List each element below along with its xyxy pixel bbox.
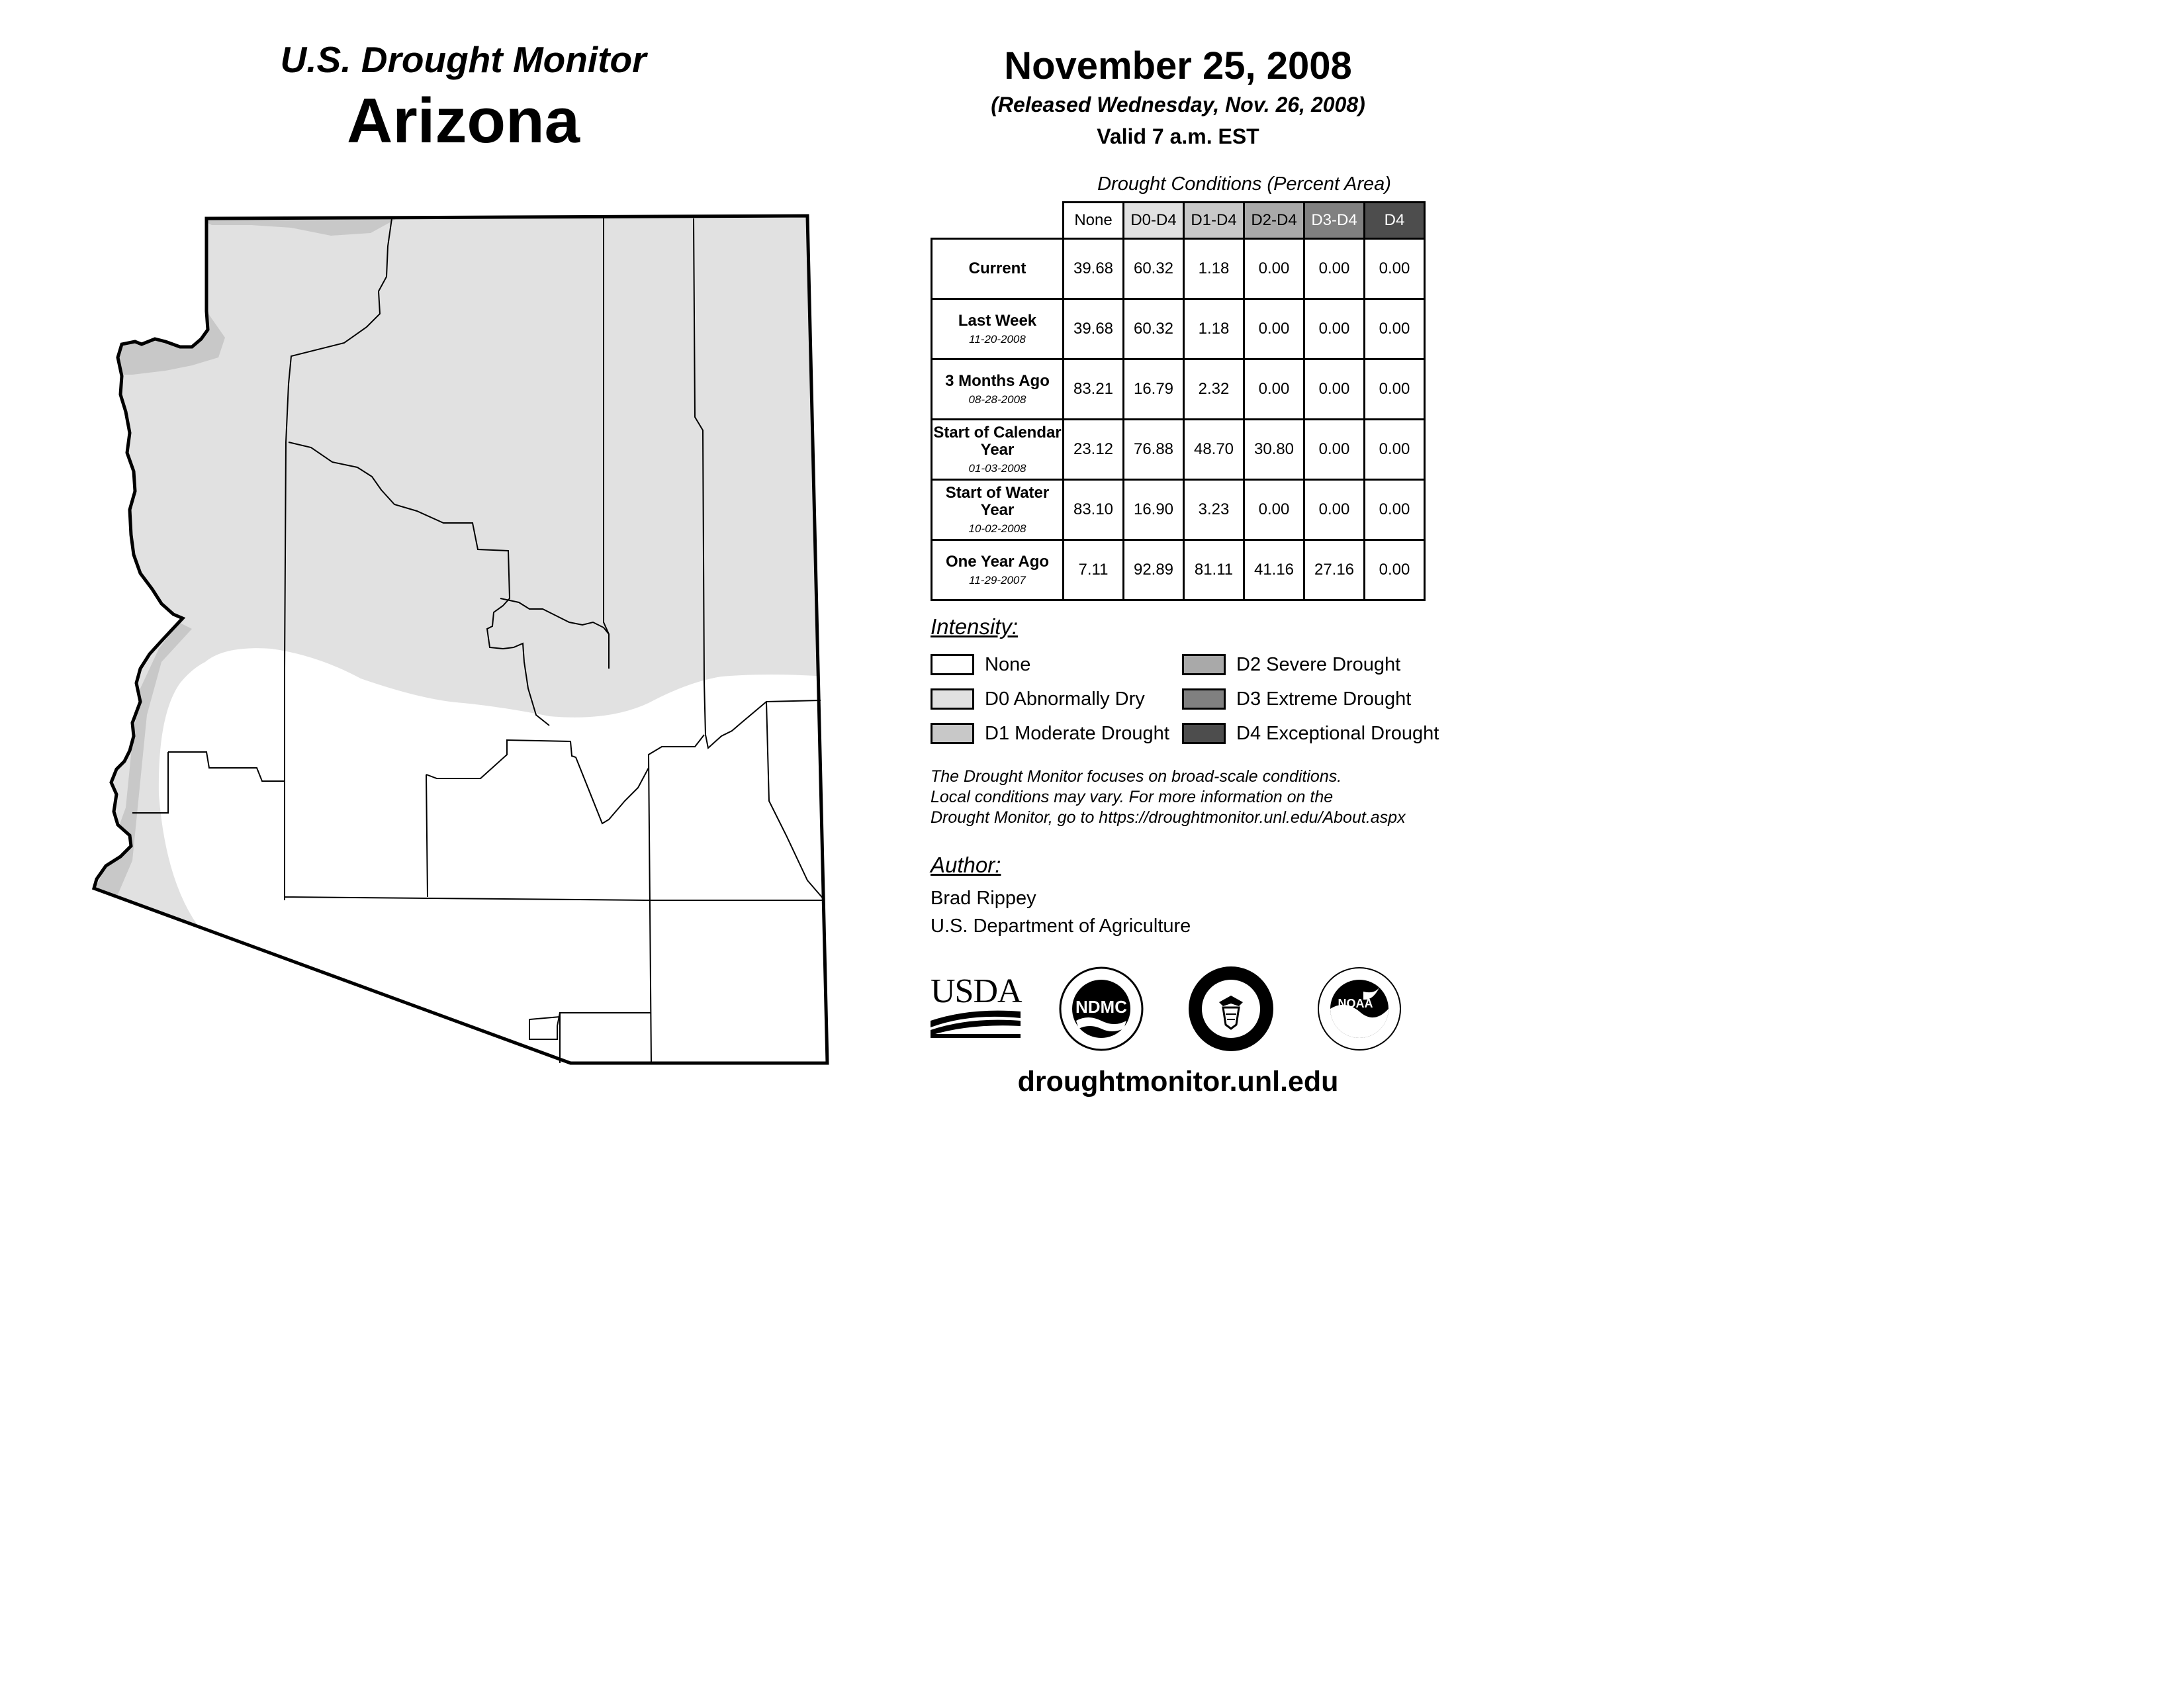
table-cell: 60.32 <box>1124 299 1184 359</box>
row-label-text: Start of Water Year <box>945 483 1050 520</box>
legend-item-none <box>931 653 1030 677</box>
ndmc-logo <box>1058 965 1145 1053</box>
table-cell: 0.00 <box>1365 420 1425 480</box>
table-row <box>932 480 1425 540</box>
table-cell: 30.80 <box>1244 420 1304 480</box>
table-cell: 1.18 <box>1184 299 1244 359</box>
col-header-d0-d4: D0-D4 <box>1124 203 1184 239</box>
table-cell: 41.16 <box>1244 540 1304 600</box>
table-row <box>932 420 1425 480</box>
table-cell: 0.00 <box>1365 359 1425 420</box>
legend-label: D0 Abnormally Dry <box>985 688 1145 710</box>
legend-item-d0 <box>931 687 1145 711</box>
row-label <box>932 359 1064 420</box>
map-title: U.S. Drought Monitor <box>280 39 647 80</box>
table-cell: 7.11 <box>1064 540 1124 600</box>
table-cell: 0.00 <box>1365 239 1425 299</box>
note-line: The Drought Monitor focuses on broad-scale conditions. <box>931 767 1342 786</box>
usda-logo <box>931 974 1023 1041</box>
table-cell: 0.00 <box>1365 299 1425 359</box>
row-label <box>932 299 1064 359</box>
drought-conditions-table <box>931 201 1426 601</box>
disclaimer-note <box>931 767 1526 828</box>
author-org: U.S. Department of Agriculture <box>931 915 1191 937</box>
table-cell: 0.00 <box>1304 359 1365 420</box>
table-cell: 60.32 <box>1124 239 1184 299</box>
legend-swatch <box>931 654 974 675</box>
table-cell: 2.32 <box>1184 359 1244 420</box>
legend-swatch <box>1182 654 1226 675</box>
table-row <box>932 540 1425 600</box>
legend-label: None <box>985 653 1031 675</box>
row-label-text: Current <box>968 259 1026 277</box>
table-row <box>932 239 1425 299</box>
table-cell: 39.68 <box>1064 299 1124 359</box>
legend-swatch <box>931 688 974 710</box>
row-date: 10-02-2008 <box>968 522 1026 536</box>
row-label-text: Last Week <box>958 312 1037 330</box>
map-date: November 25, 2008 <box>1004 44 1352 87</box>
legend-item-d3 <box>1182 687 1411 711</box>
col-header-d2-d4: D2-D4 <box>1244 203 1304 239</box>
table-cell: 83.10 <box>1064 480 1124 540</box>
row-label-text: Start of Calendar Year <box>933 423 1062 459</box>
note-line: Local conditions may vary. For more information on the <box>931 788 1334 806</box>
legend-label: D4 Exceptional Drought <box>1236 722 1439 744</box>
row-date: 11-20-2008 <box>969 332 1026 346</box>
table-cell: 3.23 <box>1184 480 1244 540</box>
table-cell: 0.00 <box>1244 480 1304 540</box>
col-header-d4: D4 <box>1365 203 1425 239</box>
table-cell: 0.00 <box>1365 540 1425 600</box>
row-label-text: One Year Ago <box>945 553 1050 571</box>
table-cell: 92.89 <box>1124 540 1184 600</box>
row-label <box>932 239 1064 299</box>
row-label-text: 3 Months Ago <box>945 372 1050 391</box>
table-cell: 83.21 <box>1064 359 1124 420</box>
state-name: Arizona <box>346 85 580 156</box>
table-cell: 81.11 <box>1184 540 1244 600</box>
legend-swatch <box>931 723 974 744</box>
row-label <box>932 420 1064 480</box>
row-date: 08-28-2008 <box>968 393 1026 406</box>
table-cell: 16.79 <box>1124 359 1184 420</box>
row-label <box>932 480 1064 540</box>
table-cell: 0.00 <box>1304 299 1365 359</box>
author-heading: Author: <box>931 853 1001 877</box>
table-cell: 0.00 <box>1304 420 1365 480</box>
col-header-d3-d4: D3-D4 <box>1304 203 1365 239</box>
table-cell: 27.16 <box>1304 540 1365 600</box>
legend-label: D2 Severe Drought <box>1236 653 1401 675</box>
table-cell: 23.12 <box>1064 420 1124 480</box>
noaa-logo-text: NOAA <box>1338 997 1373 1010</box>
table-cell: 16.90 <box>1124 480 1184 540</box>
table-row <box>932 359 1425 420</box>
table-cell: 39.68 <box>1064 239 1124 299</box>
valid-time: Valid 7 a.m. EST <box>1097 124 1259 148</box>
row-date: 11-29-2007 <box>969 573 1026 586</box>
legend-label: D3 Extreme Drought <box>1236 688 1412 710</box>
row-date: 01-03-2008 <box>968 462 1026 475</box>
table-cell: 76.88 <box>1124 420 1184 480</box>
author-block <box>931 884 1191 940</box>
table-header-row <box>932 203 1425 239</box>
legend-label: D1 Moderate Drought <box>985 722 1169 744</box>
usda-logo-stripes <box>931 1009 1021 1038</box>
note-line: Drought Monitor, go to https://droughtmonitor.unl.edu/About.aspx <box>931 808 1406 827</box>
table-cell: 0.00 <box>1304 239 1365 299</box>
table-row <box>932 299 1425 359</box>
none-region <box>159 648 827 1099</box>
legend-item-d1 <box>931 722 1169 745</box>
legend-swatch <box>1182 688 1226 710</box>
table-cell: 0.00 <box>1244 239 1304 299</box>
table-cell: 48.70 <box>1184 420 1244 480</box>
table-cell: 1.18 <box>1184 239 1244 299</box>
table-cell: 0.00 <box>1304 480 1365 540</box>
col-header-none: None <box>1064 203 1124 239</box>
legend-item-d2 <box>1182 653 1400 677</box>
website-link[interactable]: droughtmonitor.unl.edu <box>1017 1066 1339 1098</box>
table-caption: Drought Conditions (Percent Area) <box>1097 173 1391 195</box>
legend-swatch <box>1182 723 1226 744</box>
legend-heading: Intensity: <box>931 614 1019 639</box>
table-cell: 0.00 <box>1244 359 1304 420</box>
usda-logo-text: USDA <box>931 972 1022 1010</box>
table-cell: 0.00 <box>1365 480 1425 540</box>
legend-item-d4 <box>1182 722 1439 745</box>
col-header-d1-d4: D1-D4 <box>1184 203 1244 239</box>
table-cell: 0.00 <box>1244 299 1304 359</box>
table-corner <box>932 203 1064 239</box>
ndmc-logo-text: NDMC <box>1075 997 1127 1017</box>
noaa-logo <box>1316 965 1403 1053</box>
commerce-seal <box>1186 964 1276 1054</box>
author-name: Brad Rippey <box>931 888 1036 909</box>
arizona-map <box>0 0 874 1099</box>
release-date: (Released Wednesday, Nov. 26, 2008) <box>991 93 1365 117</box>
row-label <box>932 540 1064 600</box>
